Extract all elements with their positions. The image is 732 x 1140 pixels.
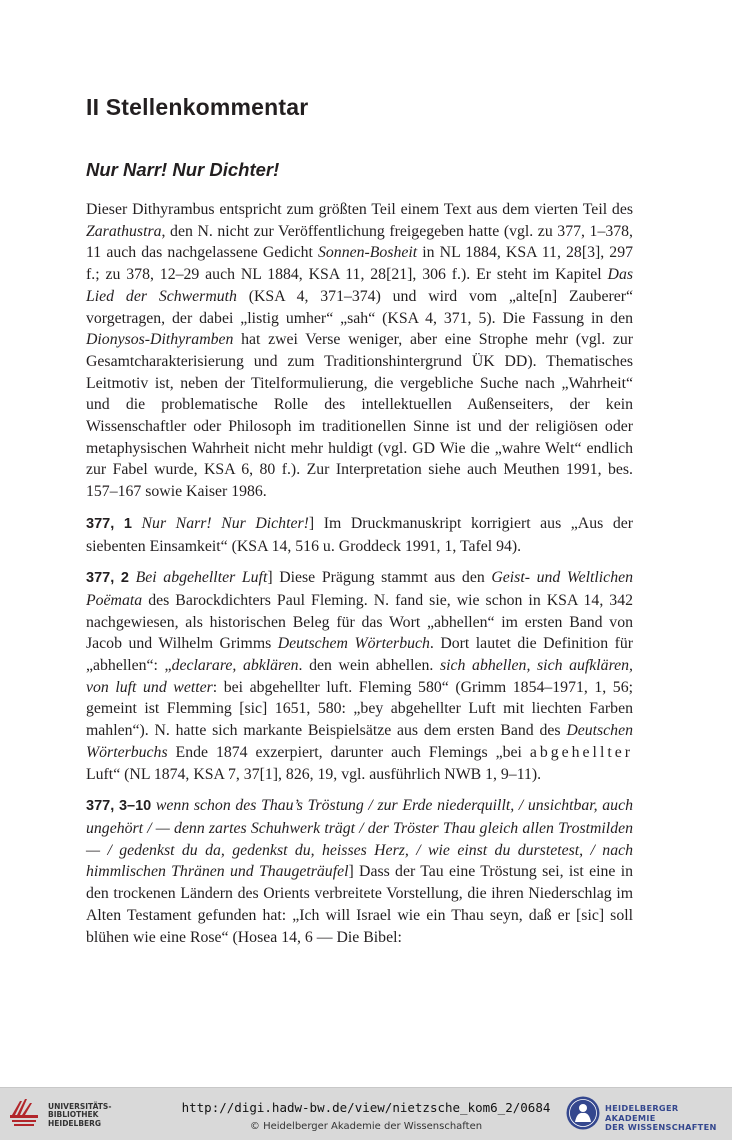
line-reference: 377, 3–10 <box>86 798 152 815</box>
library-line-3: HEIDELBERG <box>48 1118 102 1128</box>
italic-text: Dionysos-Dithyramben <box>86 331 234 349</box>
academy-label <box>605 1104 725 1133</box>
footer-bar <box>0 1087 732 1140</box>
text-run: ] Im Druckmanuskript korrigiert aus „Aus der siebenten Einsamkeit“ (KSA 14, 516 u. Groddeck 1991, 1, Tafel 94). <box>86 514 633 555</box>
italic-text: Das Lied der Schwermuth <box>86 266 633 305</box>
copyright-notice: © Heidelberger Akademie der Wissenschaften <box>249 1121 483 1132</box>
text-run: (KSA 4, 371–374) und wird vom „alte[n] Zauberer“ vorgetragen, der dabei „listig umher“ „sah“ (KSA 4, 371, 5). Die Fassung in den <box>86 287 633 327</box>
italic-text: Deutschem Wörterbuch <box>277 635 430 653</box>
italic-text: sich abhellen, sich aufklären, von luft und wetter <box>86 657 634 696</box>
text-run: , den N. nicht zur Veröffentlichung freigegeben hatte (vgl. zu 377, 1–378, 11 auch das nachgelassene Gedicht <box>86 222 633 262</box>
text-run: ] Dass der Tau eine Tröstung sei, ist eine in den trockenen Ländern des Orients verbreitete Vorstellung, die ihren Niederschlag im Alten Testament gefunden hat: „Ich will Israel wie ein Thau seyn, daß er [sic] soll blühen wie eine Rose“ (Hosea 14, 6 — Die Bibel: <box>86 863 633 946</box>
academy-seal-icon <box>565 1095 601 1131</box>
section-title: Nur Narr! Nur Dichter! <box>86 159 280 180</box>
academy-logo[interactable] <box>565 1094 725 1134</box>
text-run <box>132 515 142 532</box>
italic-text: Deutschen Wörterbuchs <box>86 722 633 761</box>
text-run: . den wein abhellen. <box>298 657 440 675</box>
commentary-entry <box>86 795 633 948</box>
italic-text: Zarathustra <box>86 222 162 240</box>
commentary-body <box>86 199 633 958</box>
italic-text: Bei abgehellter Luft <box>135 569 268 587</box>
text-run: in NL 1884, KSA 11, 28[3], 297 f.; zu 378, 12–29 auch NL 1884, KSA 11, 28[21], 306 f.). Er steht im Kapitel <box>86 244 633 284</box>
text-run: hat zwei Verse weniger, aber eine Strophe mehr (vgl. zur Gesamtcharakterisierung und zum Traditionshintergrund ÜK DD). Thematisches Leitmotiv ist, neben der Titelformulierung, die vergebliche Suche nach „Wahrheit“ und die problematische Rolle des intellektuellen Außenseiters, der kein Wissenschaftler oder Philosoph im traditionellen Sinne ist und der religiösen oder metaphysischen Wahrheit nicht mehr huldigt (vgl. GD Wie die „wahre Welt“ endlich zur Fabel wurde, KSA 6, 80 f.). Zur Interpretation siehe auch Meuthen 1991, bes. 157–167 sowie Kaiser 1986. <box>86 331 633 501</box>
library-line-1: UNIVERSITÄTS- <box>48 1102 112 1111</box>
commentary-entry <box>86 567 633 785</box>
line-reference: 377, 1 <box>86 515 132 532</box>
commentary-entry <box>86 513 633 557</box>
academy-line-2: DER WISSENSCHAFTEN <box>605 1122 717 1132</box>
permalink-url[interactable]: http://digi.hadw-bw.de/view/nietzsche_kom6_2/0684 <box>181 1100 551 1115</box>
text-run <box>129 569 136 586</box>
text-run: . Dort lautet die Definition für „abhellen“: „ <box>86 635 633 675</box>
italic-text: Nur Narr! Nur Dichter! <box>141 514 309 532</box>
text-run: Luft“ (NL 1874, KSA 7, 37[1], 826, 19, vgl. ausführlich NWB 1, 9–11). <box>86 765 542 783</box>
library-line-2: BIBLIOTHEK <box>48 1110 99 1120</box>
intro-paragraph <box>86 199 633 503</box>
italic-text: Sonnen-Bosheit <box>318 244 418 262</box>
spaced-text: abgehellter <box>529 743 633 761</box>
italic-text: declarare, abklären <box>171 657 299 675</box>
line-reference: 377, 2 <box>86 570 129 587</box>
text-run: ] Diese Prägung stammt aus den <box>267 569 492 587</box>
text-run: Ende 1874 exzerpiert, darunter auch Flemings „bei <box>167 743 530 761</box>
italic-text: Geist- und Weltlichen Poëmata <box>86 569 634 609</box>
italic-text: wenn schon des Thau’s Tröstung / zur Erde niederquillt, / unsichtbar, auch ungehört / — denn zartes Schuhwerk trägt / der Tröster Thau gleich allen Trostmilden — / gedenkst du da, gedenkst du, heisses Herz, / wie einst du durstetest, / nach himmlischen Thränen und Thaugeträufel <box>86 797 633 881</box>
text-run: des Barockdichters Paul Fleming. N. fand sie, wie schon in KSA 14, 342 nachgewiesen, als historischen Beleg für das Wort „abhellen“ im ersten Band von Jacob und Wilhelm Grimms <box>86 591 633 653</box>
text-run: : bei abgehellter luft. Fleming 580“ (Grimm 1854–1971, 1, 56; gemeint ist Flemming [sic] 1651, 580: „bey abgehellter Luft mit liechten Farben mahlen“). N. hatte sich markante Beispielsätze aus dem ersten Band des <box>86 678 633 740</box>
text-run: Dieser Dithyrambus entspricht zum größten Teil einem Text aus dem vierten Teil des <box>86 201 633 218</box>
chapter-title: II Stellenkommentar <box>86 94 309 120</box>
academy-line-1: HEIDELBERGER AKADEMIE <box>605 1103 679 1123</box>
